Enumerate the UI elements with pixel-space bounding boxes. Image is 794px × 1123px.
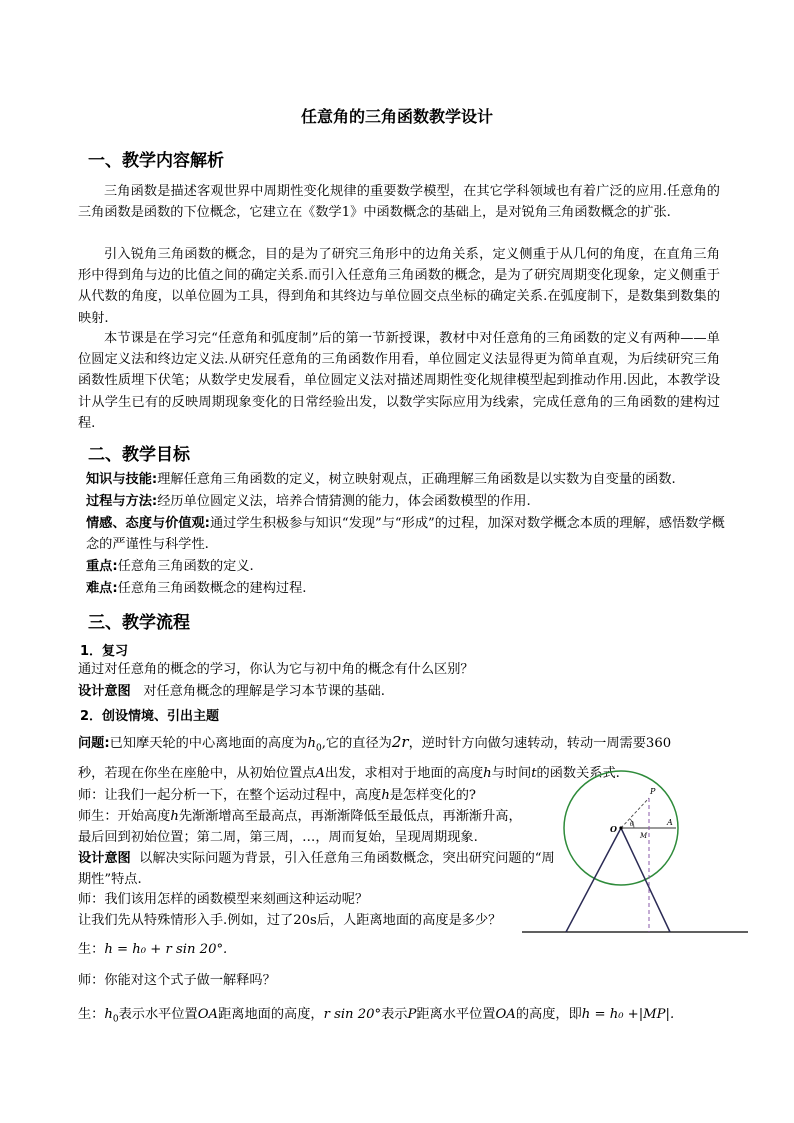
step1-intent-text: 对任意角概念的理解是学习本节课的基础. <box>143 684 385 699</box>
objective-process-label: 过程与方法: <box>86 494 158 509</box>
h0-symbol: h <box>307 736 316 751</box>
point-O <box>619 826 622 829</box>
objective-process-text: 经历单位圆定义法，培养合情猜测的能力，体会函数模型的作用. <box>157 494 531 509</box>
section1-paragraph-1: 三角函数是描述客观世界中周期性变化规律的重要数学模型，在其它学科领域也有着广泛的应用.任意角的三角函数是函数的下位概念，它建立在《数学1》中函数概念的基础上，是对锐角三角函数概念的扩张. <box>78 184 720 221</box>
answer-text-c: 表示 <box>381 1007 408 1022</box>
key-point-text: 任意角三角函数的定义. <box>117 559 254 574</box>
OA-symbol-2: OA <box>495 1007 516 1022</box>
step2-title: 2．创设情境、引出主题 <box>80 709 220 724</box>
step1-question: 通过对任意角的概念的学习，你认为它与初中角的概念有什么区别？ <box>78 662 474 677</box>
objective-difficulty <box>86 578 726 599</box>
objective-emotion-text: 通过学生积极参与知识“发现”与“形成”的过程，加深对数学概念本质的理解，感悟数学概念的严谨性与科学性. <box>86 516 725 552</box>
h0-subscript-2: 0 <box>112 1014 119 1025</box>
section1-heading: 一、教学内容解析 <box>88 151 224 171</box>
h-symbol-2: h <box>381 788 390 803</box>
teacher-student-line-1 <box>78 806 522 827</box>
difficulty-text: 任意角三角函数概念的建构过程. <box>117 581 307 596</box>
student-label-2: 生： <box>78 1007 105 1022</box>
section1-paragraph-3: 本节课是在学习完“任意角和弧度制”后的第一节新授课，教材中对任意角的三角函数的定义有两种——单位圆定义法和终边定义法.从研究任意角的三角函数作用看，单位圆定义法显得更为简单直观，为后续研究三角函数性质埋下伏笔；从数学史发展看，单位圆定义法对描述周期性变化规律模型起到推动作用.因此，本教学设计从学生已有的反映周期现象变化的日常经验出发，以数学实际应用为线索，完成任意角的三角函数的建构过程. <box>78 331 721 431</box>
label-M: M <box>640 832 648 840</box>
diameter-symbol: 2r <box>391 733 409 751</box>
intent-label: 设计意图 <box>78 684 131 699</box>
OA-symbol: OA <box>197 1007 219 1022</box>
problem-line-1 <box>78 732 671 760</box>
problem-text-e: 出发，求相对于地面的高度 <box>324 766 484 781</box>
h-symbol-3: h <box>170 809 179 824</box>
objective-knowledge-label: 知识与技能: <box>86 472 158 487</box>
step1-title: 1．复习 <box>80 644 129 659</box>
formula-2: h = h₀ +|MP|. <box>581 1007 675 1022</box>
support-right <box>621 828 670 932</box>
teacher-line-3: 让我们先从特殊情形入手.例如，过了20s后，人距离地面的高度是多少？ <box>78 913 502 928</box>
problem-label: 问题: <box>78 736 110 751</box>
answer-text-d: 距离水平位置 <box>416 1007 496 1022</box>
label-P: P <box>650 787 656 796</box>
label-theta: θ <box>630 821 634 828</box>
rsin-expression: r sin 20° <box>323 1007 382 1022</box>
teacher-line-1-a: 师：让我们一起分析一下，在整个运动过程中，高度 <box>78 788 382 803</box>
t-symbol: t <box>531 766 537 781</box>
ts-line-a: 师生：开始高度 <box>78 809 171 824</box>
difficulty-label: 难点: <box>86 581 118 596</box>
teacher-student-line-2: 最后回到初始位置；第二周，第三周，…，周而复始，呈现周期现象. <box>78 830 478 845</box>
ts-line-b: 先渐渐增高至最高点，再渐渐降低至最低点，再渐渐升高， <box>178 809 522 824</box>
h0-symbol-2: h <box>104 1007 113 1022</box>
step1-intent <box>78 681 385 702</box>
teacher-line-4: 师：你能对这个式子做一解释吗？ <box>78 973 276 988</box>
problem-text-c: ，逆时针方向做匀速转动，转动一周需要360 <box>408 736 672 751</box>
h-symbol: h <box>483 766 492 781</box>
problem-text-b: ,它的直径为 <box>321 736 392 751</box>
step2-intent <box>78 848 558 890</box>
section2-heading: 二、教学目标 <box>88 445 190 465</box>
teacher-line-1 <box>78 785 476 806</box>
label-O: O <box>610 824 617 834</box>
student-label: 生： <box>78 942 105 957</box>
objective-knowledge-text: 理解任意角三角函数的定义，树立映射观点，正确理解三角函数是以实数为自变量的函数. <box>157 472 676 487</box>
formula-1: h = h₀ + r sin 20°. <box>104 942 228 957</box>
h0-subscript: 0 <box>315 743 322 754</box>
teacher-line-2: 师：我们该用怎样的函数模型来刻画这种运动呢？ <box>78 892 369 907</box>
problem-text-d: 秒，若现在你坐在座舱中，从初始位置点 <box>78 766 316 781</box>
teacher-line-1-b: 是怎样变化的? <box>389 788 477 803</box>
P-symbol: P <box>407 1007 417 1022</box>
label-A: A <box>667 818 673 827</box>
objective-emotion <box>86 513 726 555</box>
answer-text-a: 表示水平位置 <box>118 1007 198 1022</box>
support-left <box>566 828 621 932</box>
section3-heading: 三、教学流程 <box>88 613 190 633</box>
problem-text-f: 与时间 <box>491 766 532 781</box>
objective-emotion-label: 情感、态度与价值观: <box>86 516 210 531</box>
student-answer-1 <box>78 939 227 960</box>
objective-knowledge <box>86 469 726 490</box>
problem-text-g: 的函数关系式. <box>536 766 620 781</box>
section1-paragraph-2: 引入锐角三角函数的概念，目的是为了研究三角形中的边角关系，定义侧重于从几何的角度，在直角三角形中得到角与边的比值之间的确定关系.而引入任意角三角函数的概念，是为了研究周期变化现象，定义侧重于从代数的角度，以单位圆为工具，得到角和其终边与单位圆交点坐标的确定关系.在弧度制下，是数集到数集的映射. <box>78 247 720 326</box>
step2-intent-text: 以解决实际问题为背景，引入任意角三角函数概念，突出研究问题的“周期性”特点. <box>78 851 555 887</box>
answer-text-b: 距离地面的高度， <box>218 1007 324 1022</box>
objective-process <box>86 491 726 512</box>
problem-text-a: 已知摩天轮的中心离地面的高度为 <box>109 736 308 751</box>
point-A-symbol: A <box>315 766 325 781</box>
objective-key-point <box>86 556 726 577</box>
ferris-wheel-figure <box>518 770 750 936</box>
intent-label-2: 设计意图 <box>78 851 131 866</box>
radius-OP <box>621 798 649 828</box>
student-answer-2 <box>78 1004 674 1031</box>
answer-text-e: 的高度，即 <box>515 1007 582 1022</box>
document-title: 任意角的三角函数教学设计 <box>300 107 493 126</box>
key-point-label: 重点: <box>86 559 118 574</box>
